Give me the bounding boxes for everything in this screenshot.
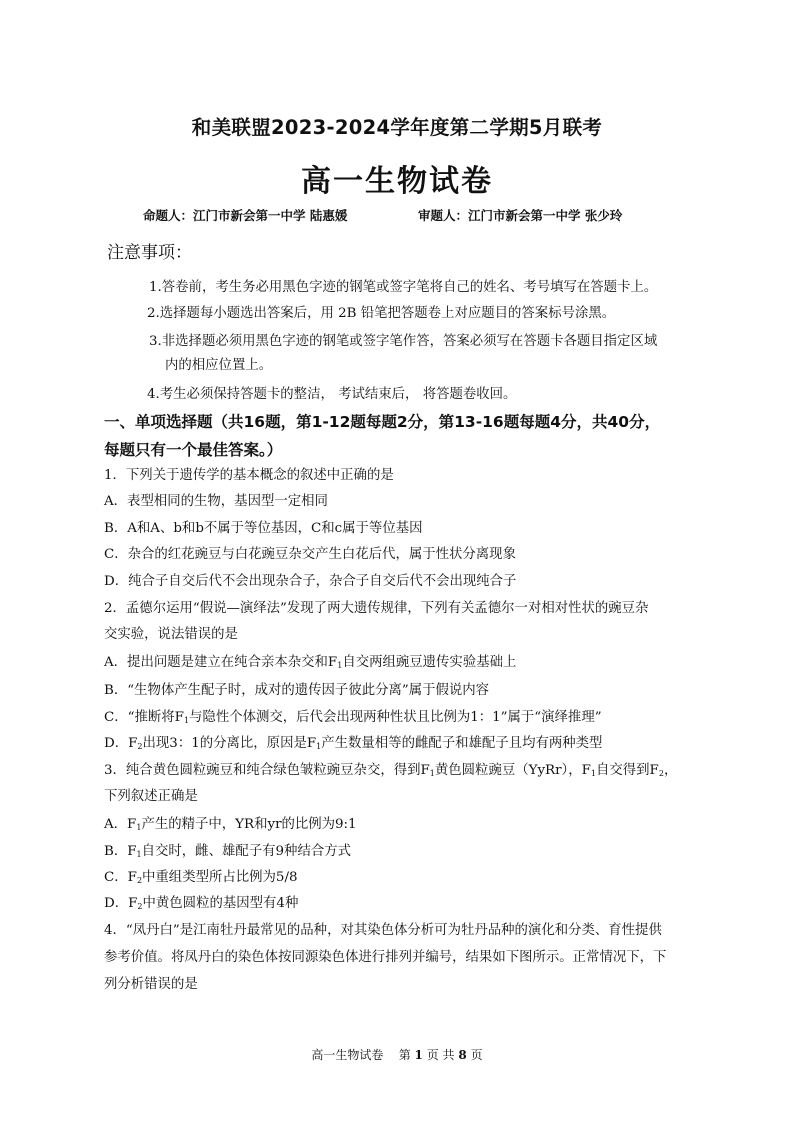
question-1-option-c: C．杂合的红花豌豆与白花豌豆杂交产生白花后代，属于性状分离现象 (104, 547, 516, 562)
footer-page-number: 1 (414, 1048, 423, 1062)
question-1-option-b: B．A和A、b和b不属于等位基因，C和c属于等位基因 (104, 521, 423, 536)
question-2-option-a: A．提出问题是建立在纯合亲本杂交和$F_1$自交两组豌豆遗传实验基础上 (104, 655, 517, 670)
question-3-option-a: A．$F_1$产生的精子中，YR和yr的比例为9:1 (104, 817, 357, 832)
notice-item: 1.答卷前，考生务必用黑色字迹的钢笔或签字笔将自己的姓名、考号填写在答题卡上。 (149, 280, 658, 295)
page-footer (0, 1046, 794, 1063)
notice-item: 2.选择题每小题选出答案后，用 2B 铅笔把答题卷上对应题目的答案标号涂黑。 (147, 306, 616, 321)
question-author: 命题人：江门市新会第一中学 陆惠媛 (143, 208, 348, 223)
question-3-stem-continued: 下列叙述正确是 (104, 789, 198, 804)
subject-title: 高一生物试卷 (301, 164, 493, 199)
question-2-option-d: D．$F_2$出现3：1的分离比，原因是$F_1$产生数量相等的雌配子和雄配子且均有两种类型 (104, 736, 603, 751)
question-4-stem-continued: 参考价值。将凤丹白的染色体按同源染色体进行排列并编号，结果如下图所示。正常情况下，下 (104, 950, 667, 965)
question-2-stem: 2．孟德尔运用“假说—演绎法”发现了两大遗传规律，下列有关孟德尔一对相对性状的豌豆杂 (104, 601, 649, 616)
question-2-option-b: B．“生物体产生配子时，成对的遗传因子彼此分离”属于假说内容 (104, 683, 490, 698)
question-3-option-b: B．$F_1$自交时，雌、雄配子有9种结合方式 (104, 844, 352, 859)
question-3-stem: 3．纯合黄色圆粒豌豆和纯合绿色皱粒豌豆杂交，得到$F_1$黄色圆粒豌豆（YyRr），$F_1$自交得到$F_2$， (104, 763, 678, 778)
exam-title: 和美联盟2023-2024学年度第二学期5月联考 (191, 116, 603, 139)
notice-heading: 注意事项： (107, 243, 192, 263)
question-1-option-a: A．表型相同的生物，基因型一定相同 (104, 494, 328, 509)
section-heading-continued: 每题只有一个最佳答案。） (104, 441, 283, 459)
footer-total-pages: 8 (458, 1048, 467, 1062)
question-1-option-d: D．纯合子自交后代不会出现杂合子，杂合子自交后代不会出现纯合子 (104, 574, 517, 589)
footer-page-prefix: 第 (398, 1048, 411, 1062)
question-2-stem-continued: 交实验，说法错误的是 (104, 627, 238, 642)
notice-item-continued: 内的相应位置上。 (165, 358, 273, 373)
question-3-option-c: C．$F_2$中重组类型所占比例为5/8 (104, 870, 298, 885)
question-1-stem: 1．下列关于遗传学的基本概念的叙述中正确的是 (104, 468, 394, 483)
question-3-option-d: D．$F_2$中黄色圆粒的基因型有4种 (104, 896, 299, 911)
question-4-stem-continued: 列分析错误的是 (104, 977, 198, 992)
question-2-option-c: C．“推断将$F_1$与隐性个体测交，后代会出现两种性状且比例为1：1”属于“演绎推理” (104, 710, 602, 725)
footer-page-mid: 页 共 (426, 1048, 455, 1062)
section-heading: 一、单项选择题（共16题，第1-12题每题2分，第13-16题每题4分，共40分， (104, 413, 661, 431)
footer-page-suffix: 页 (470, 1048, 483, 1062)
question-reviewer: 审题人：江门市新会第一中学 张少玲 (418, 208, 623, 223)
footer-subject: 高一生物试卷 (311, 1048, 384, 1062)
notice-item: 4.考生必须保持答题卡的整洁， 考试结束后， 将答题卷收回。 (147, 387, 517, 402)
question-4-stem: 4．“凤丹白”是江南牡丹最常见的品种，对其染色体分析可为牡丹品种的演化和分类、育性提供 (104, 923, 662, 938)
notice-item: 3.非选择题必须用黑色字迹的钢笔或签字笔作答，答案必须写在答题卡各题目指定区域 (149, 334, 658, 349)
